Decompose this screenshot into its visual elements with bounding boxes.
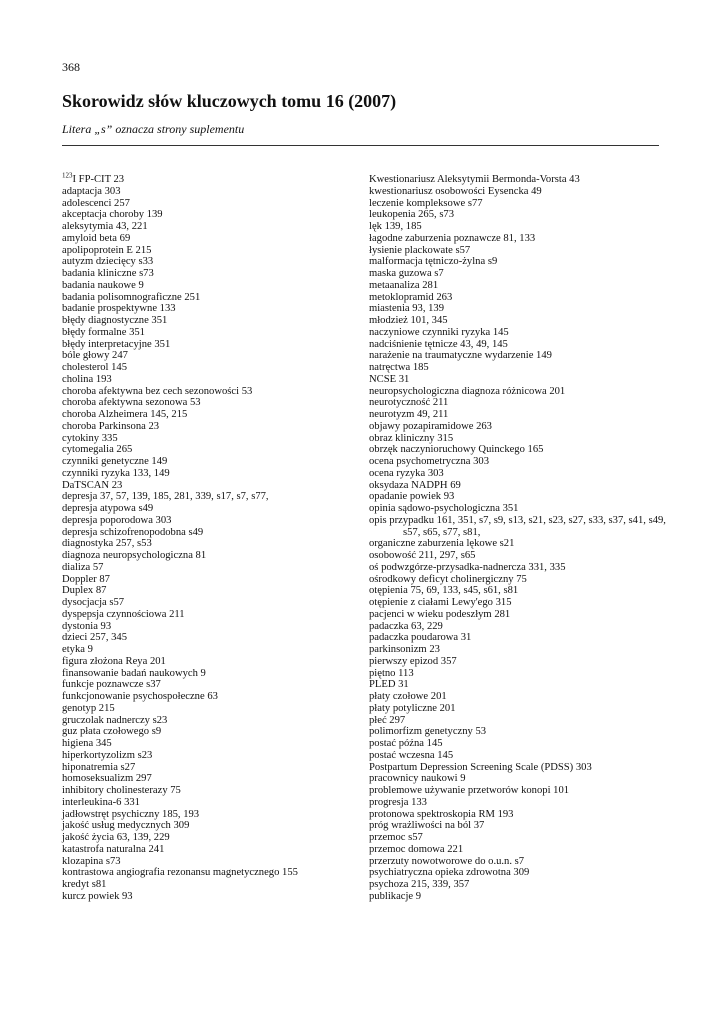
index-column-right <box>369 174 669 903</box>
index-entry: płaty potyliczne 201 <box>369 702 456 714</box>
index-entry: jakość usług medycznych 309 <box>62 820 190 832</box>
index-entry: katastrofa naturalna 241 <box>62 843 165 855</box>
index-entry: narażenie na traumatyczne wydarzenie 149 <box>369 350 552 362</box>
index-entry: finansowanie badań naukowych 9 <box>62 667 206 679</box>
index-entry: łagodne zaburzenia poznawcze 81, 133 <box>369 232 536 244</box>
index-entry: obraz kliniczny 315 <box>369 432 454 444</box>
index-entry: diagnoza neuropsychologiczna 81 <box>62 550 207 561</box>
index-entry: psychiatryczna opieka zdrowotna 309 <box>369 867 530 879</box>
index-entry: czynniki ryzyka 133, 149 <box>62 467 170 479</box>
index-entry: Doppler 87 <box>62 573 110 585</box>
index-entry: jakość życia 63, 139, 229 <box>62 832 170 843</box>
index-entry: depresja 37, 57, 139, 185, 281, 339, s17, s7, s77, <box>62 491 269 503</box>
index-entry: badania naukowe 9 <box>62 279 144 291</box>
index-entry: padaczka 63, 229 <box>369 620 443 632</box>
index-entry: depresja atypowa s49 <box>62 503 154 514</box>
index-entry: malformacja tętniczo-żylna s9 <box>369 256 498 268</box>
index-entry: natręctwa 185 <box>369 362 429 373</box>
index-entry: depresja schizofrenopodobna s49 <box>62 526 204 538</box>
index-entry: dyspepsja czynnościowa 211 <box>62 608 185 620</box>
index-entry: choroba afektywna sezonowa 53 <box>62 397 201 409</box>
index-entry: dializa 57 <box>62 561 104 573</box>
index-entry: postać późna 145 <box>369 738 443 749</box>
index-entry: bóle głowy 247 <box>62 350 128 362</box>
index-entry: polimorfizm genetyczny 53 <box>369 726 487 738</box>
index-entry: metoklopramid 263 <box>369 291 453 303</box>
index-entry: opadanie powiek 93 <box>369 491 455 503</box>
index-entry: hiponatremia s27 <box>62 761 136 773</box>
index-entry: hiperkortyzolizm s23 <box>62 749 153 761</box>
index-entry: cholesterol 145 <box>62 362 128 373</box>
index-entry: leukopenia 265, s73 <box>369 209 455 221</box>
header-divider <box>62 145 659 146</box>
index-entry: otępienie z ciałami Lewy'ego 315 <box>369 597 512 608</box>
index-entry: jadłowstręt psychiczny 185, 193 <box>62 808 200 820</box>
index-entry: pierwszy epizod 357 <box>369 655 457 667</box>
index-entry: ośrodkowy deficyt cholinergiczny 75 <box>369 573 527 585</box>
index-entry: higiena 345 <box>62 738 112 749</box>
index-entry: pacjenci w wieku podeszłym 281 <box>369 608 511 620</box>
index-entry-text: I FP-CIT 23 <box>72 174 125 185</box>
index-entry: przemoc s57 <box>369 832 423 843</box>
index-entry: ocena psychometryczna 303 <box>369 456 490 467</box>
index-entry: dzieci 257, 345 <box>62 632 128 644</box>
index-column-left <box>62 171 352 903</box>
index-entry: maska guzowa s7 <box>369 268 444 279</box>
index-entry: Postpartum Depression Screening Scale (PDSS) 303 <box>369 761 592 773</box>
index-entry: badania polisomnograficzne 251 <box>62 291 201 303</box>
index-entry <box>62 171 352 186</box>
index-entry: otępienia 75, 69, 133, s45, s61, s81 <box>369 585 519 597</box>
index-entry: neuropsychologiczna diagnoza różnicowa 201 <box>369 385 566 397</box>
index-entry: cytokiny 335 <box>62 432 118 444</box>
index-entry: psychoza 215, 339, 357 <box>369 879 470 890</box>
index-entry: gruczolak nadnerczy s23 <box>62 714 168 726</box>
index-entry: dysocjacja s57 <box>62 597 125 608</box>
index-entry: organiczne zaburzenia lękowe s21 <box>369 538 515 550</box>
index-entry: etyka 9 <box>62 644 93 655</box>
index-entry: akceptacja choroby 139 <box>62 209 163 221</box>
page-subtitle: Litera „s” oznacza strony suplementu <box>62 122 245 136</box>
index-entry: metaanaliza 281 <box>369 279 439 291</box>
index-entry: kredyt s81 <box>62 879 107 890</box>
index-entry: opinia sądowo-psychologiczna 351 <box>369 503 519 514</box>
index-entry: homoseksualizm 297 <box>62 773 152 785</box>
index-entry: klozapina s73 <box>62 855 121 867</box>
index-entry: łysienie plackowate s57 <box>369 244 471 256</box>
index-entry: NCSE 31 <box>369 373 410 385</box>
index-entry: cytomegalia 265 <box>62 444 133 456</box>
index-entry: opis przypadku 161, 351, s7, s9, s13, s21, s23, s27, s33, s37, s41, s49, s57, s65, s77, s81, <box>369 514 666 538</box>
isotope-superscript: 123 <box>62 171 73 180</box>
index-entry: problemowe używanie przetworów konopi 101 <box>369 785 570 796</box>
index-entry: błędy formalne 351 <box>62 326 145 338</box>
index-entry: objawy pozapiramidowe 263 <box>369 420 492 432</box>
index-entry: publikacje 9 <box>369 890 422 902</box>
index-entry: funkcje poznawcze s37 <box>62 679 161 691</box>
index-entry: padaczka poudarowa 31 <box>369 632 472 644</box>
index-entry: przerzuty nowotworowe do o.u.n. s7 <box>369 855 525 867</box>
index-entry: depresja poporodowa 303 <box>62 514 172 526</box>
index-entry: interleukina-6 331 <box>62 796 140 808</box>
index-entry: osobowość 211, 297, s65 <box>369 550 476 561</box>
index-entry: błędy interpretacyjne 351 <box>62 338 171 350</box>
index-entry: czynniki genetyczne 149 <box>62 456 168 467</box>
index-entry: próg wrażliwości na ból 37 <box>369 820 485 832</box>
index-entry: piętno 113 <box>369 667 414 679</box>
index-entry: parkinsonizm 23 <box>369 644 440 655</box>
index-entry: przemoc domowa 221 <box>369 843 464 855</box>
index-entry: oś podwzgórze-przysadka-nadnercza 331, 335 <box>369 561 566 573</box>
index-entry: płaty czołowe 201 <box>369 691 447 702</box>
index-entry: badanie prospektywne 133 <box>62 303 176 315</box>
index-entry: kurcz powiek 93 <box>62 890 133 902</box>
index-entry: Duplex 87 <box>62 585 107 597</box>
index-entry: choroba afektywna bez cech sezonowości 53 <box>62 385 253 397</box>
index-entry: amyloid beta 69 <box>62 232 131 244</box>
index-entry: diagnostyka 257, s53 <box>62 538 152 550</box>
index-entry: choroba Alzheimera 145, 215 <box>62 409 188 420</box>
index-entry: lęk 139, 185 <box>369 221 422 232</box>
index-entry: guz płata czołowego s9 <box>62 726 162 738</box>
index-entry: adaptacja 303 <box>62 185 121 197</box>
index-entry: aleksytymia 43, 221 <box>62 221 148 232</box>
index-entry: PLED 31 <box>369 679 409 691</box>
index-entry: DaTSCAN 23 <box>62 479 123 491</box>
index-entry: autyzm dziecięcy s33 <box>62 256 154 268</box>
index-entry: nadciśnienie tętnicze 43, 49, 145 <box>369 338 508 350</box>
index-entry: młodzież 101, 345 <box>369 315 448 326</box>
index-entry: postać wczesna 145 <box>369 749 454 761</box>
index-entry: genotyp 215 <box>62 702 115 714</box>
index-entry: pracownicy naukowi 9 <box>369 773 466 785</box>
index-entry: protonowa spektroskopia RM 193 <box>369 808 514 820</box>
index-entry: inhibitory cholinesterazy 75 <box>62 785 181 796</box>
index-entry: neurotyczność 211 <box>369 397 449 409</box>
index-entry: miastenia 93, 139 <box>369 303 445 315</box>
index-entry: błędy diagnostyczne 351 <box>62 315 168 326</box>
index-entry: naczyniowe czynniki ryzyka 145 <box>369 326 509 338</box>
index-entry: kwestionariusz osobowości Eysencka 49 <box>369 185 542 197</box>
index-entry: oksydaza NADPH 69 <box>369 479 461 491</box>
index-entry: obrzęk naczynioruchowy Quinckego 165 <box>369 444 544 456</box>
index-entry: progresja 133 <box>369 796 427 808</box>
index-entry: funkcjonowanie psychospołeczne 63 <box>62 691 218 702</box>
page-title: Skorowidz słów kluczowych tomu 16 (2007) <box>62 91 397 111</box>
index-entry: płeć 297 <box>369 714 406 726</box>
index-entry: kontrastowa angiografia rezonansu magnetycznego 155 <box>62 867 298 879</box>
index-entry: adolescenci 257 <box>62 197 130 209</box>
index-entry: choroba Parkinsona 23 <box>62 420 160 432</box>
index-entry: badania kliniczne s73 <box>62 268 154 279</box>
index-entry: ocena ryzyka 303 <box>369 467 444 479</box>
index-entry: cholina 193 <box>62 373 112 385</box>
index-entry: Kwestionariusz Aleksytymii Bermonda-Vorsta 43 <box>369 174 580 185</box>
index-entry: dystonia 93 <box>62 620 112 632</box>
index-entry: leczenie kompleksowe s77 <box>369 197 483 209</box>
page-number: 368 <box>62 60 80 74</box>
index-entry: figura złożona Reya 201 <box>62 655 166 667</box>
index-entry: apolipoprotein E 215 <box>62 244 152 256</box>
index-entry: neurotyzm 49, 211 <box>369 409 449 420</box>
